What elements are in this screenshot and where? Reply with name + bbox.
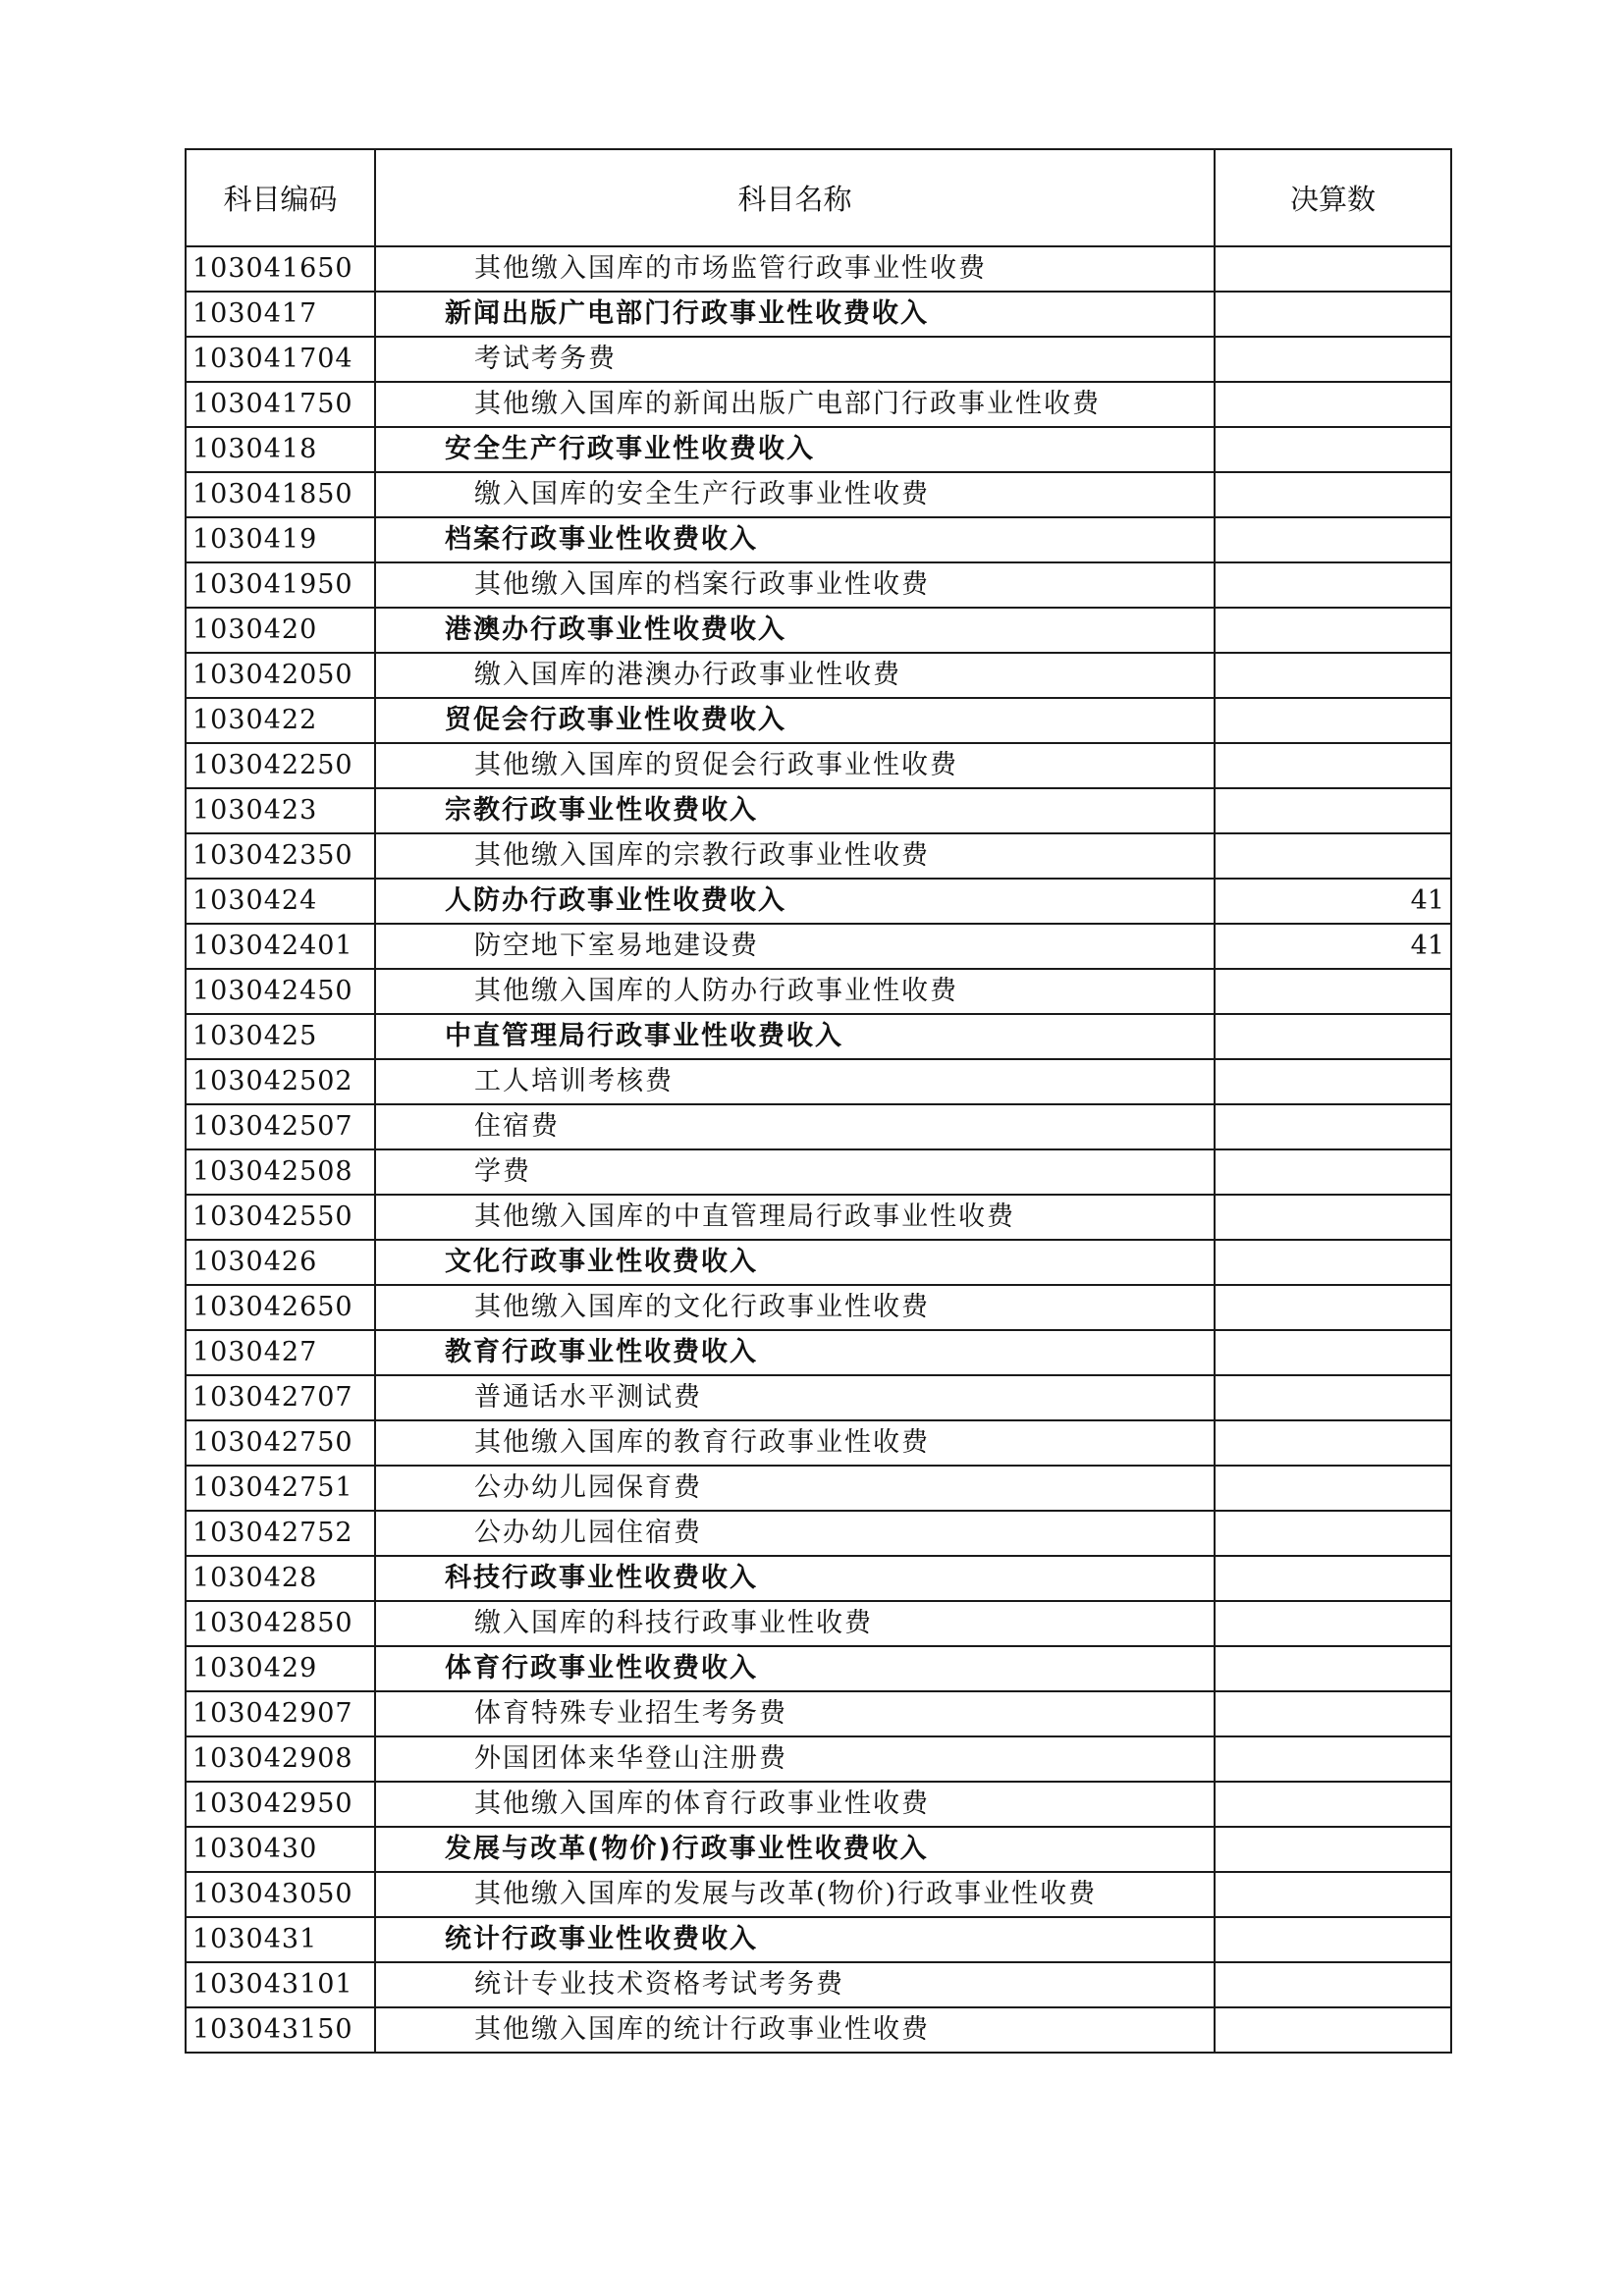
row-code: 103042507 bbox=[186, 1104, 375, 1149]
row-amount bbox=[1215, 292, 1451, 337]
row-amount bbox=[1215, 1195, 1451, 1240]
row-code: 1030424 bbox=[186, 879, 375, 924]
row-name: 其他缴入国库的宗教行政事业性收费 bbox=[375, 833, 1215, 879]
row-amount bbox=[1215, 2007, 1451, 2053]
row-code: 1030427 bbox=[186, 1330, 375, 1375]
row-name: 科技行政事业性收费收入 bbox=[375, 1556, 1215, 1601]
row-code: 103042050 bbox=[186, 653, 375, 698]
row-code: 103041850 bbox=[186, 472, 375, 517]
row-name: 其他缴入国库的中直管理局行政事业性收费 bbox=[375, 1195, 1215, 1240]
row-amount bbox=[1215, 1375, 1451, 1420]
row-amount bbox=[1215, 472, 1451, 517]
table-row bbox=[186, 246, 1451, 292]
row-code: 103043101 bbox=[186, 1962, 375, 2007]
table-row bbox=[186, 1872, 1451, 1917]
row-code: 103042450 bbox=[186, 969, 375, 1014]
table-row bbox=[186, 1240, 1451, 1285]
row-code: 103042707 bbox=[186, 1375, 375, 1420]
row-name: 贸促会行政事业性收费收入 bbox=[375, 698, 1215, 743]
row-code: 103042752 bbox=[186, 1511, 375, 1556]
row-code: 1030423 bbox=[186, 788, 375, 833]
table-header bbox=[186, 149, 1451, 246]
row-amount bbox=[1215, 1736, 1451, 1782]
row-amount bbox=[1215, 337, 1451, 382]
table-row bbox=[186, 472, 1451, 517]
header-row bbox=[186, 149, 1451, 246]
table-row bbox=[186, 1195, 1451, 1240]
row-name: 体育行政事业性收费收入 bbox=[375, 1646, 1215, 1691]
row-amount bbox=[1215, 1285, 1451, 1330]
row-code: 1030430 bbox=[186, 1827, 375, 1872]
row-code: 103042750 bbox=[186, 1420, 375, 1466]
row-amount bbox=[1215, 1556, 1451, 1601]
row-code: 103042350 bbox=[186, 833, 375, 879]
row-name: 防空地下室易地建设费 bbox=[375, 924, 1215, 969]
row-code: 1030419 bbox=[186, 517, 375, 562]
table-row bbox=[186, 427, 1451, 472]
row-amount bbox=[1215, 1420, 1451, 1466]
row-code: 103042250 bbox=[186, 743, 375, 788]
row-code: 1030417 bbox=[186, 292, 375, 337]
row-amount bbox=[1215, 969, 1451, 1014]
row-amount bbox=[1215, 1827, 1451, 1872]
row-name: 缴入国库的港澳办行政事业性收费 bbox=[375, 653, 1215, 698]
row-amount: 41 bbox=[1215, 879, 1451, 924]
row-code: 1030422 bbox=[186, 698, 375, 743]
row-amount bbox=[1215, 833, 1451, 879]
row-name: 其他缴入国库的档案行政事业性收费 bbox=[375, 562, 1215, 608]
row-code: 103041704 bbox=[186, 337, 375, 382]
row-name: 住宿费 bbox=[375, 1104, 1215, 1149]
row-code: 103043150 bbox=[186, 2007, 375, 2053]
table-row bbox=[186, 1962, 1451, 2007]
row-amount bbox=[1215, 1917, 1451, 1962]
table-row bbox=[186, 1420, 1451, 1466]
row-code: 103042907 bbox=[186, 1691, 375, 1736]
row-name: 安全生产行政事业性收费收入 bbox=[375, 427, 1215, 472]
row-name: 文化行政事业性收费收入 bbox=[375, 1240, 1215, 1285]
row-name: 其他缴入国库的新闻出版广电部门行政事业性收费 bbox=[375, 382, 1215, 427]
table-row bbox=[186, 608, 1451, 653]
table-row bbox=[186, 924, 1451, 969]
row-name: 其他缴入国库的发展与改革(物价)行政事业性收费 bbox=[375, 1872, 1215, 1917]
row-name: 新闻出版广电部门行政事业性收费收入 bbox=[375, 292, 1215, 337]
row-code: 1030428 bbox=[186, 1556, 375, 1601]
row-name: 体育特殊专业招生考务费 bbox=[375, 1691, 1215, 1736]
row-name: 公办幼儿园住宿费 bbox=[375, 1511, 1215, 1556]
row-name: 学费 bbox=[375, 1149, 1215, 1195]
row-name: 外国团体来华登山注册费 bbox=[375, 1736, 1215, 1782]
table-row bbox=[186, 743, 1451, 788]
row-amount bbox=[1215, 1149, 1451, 1195]
row-name: 缴入国库的安全生产行政事业性收费 bbox=[375, 472, 1215, 517]
table-row bbox=[186, 833, 1451, 879]
table-row bbox=[186, 1601, 1451, 1646]
row-code: 103041950 bbox=[186, 562, 375, 608]
row-name: 教育行政事业性收费收入 bbox=[375, 1330, 1215, 1375]
row-name: 缴入国库的科技行政事业性收费 bbox=[375, 1601, 1215, 1646]
table-row bbox=[186, 788, 1451, 833]
row-code: 1030425 bbox=[186, 1014, 375, 1059]
row-code: 1030431 bbox=[186, 1917, 375, 1962]
row-name: 统计专业技术资格考试考务费 bbox=[375, 1962, 1215, 2007]
table-row bbox=[186, 1511, 1451, 1556]
row-amount bbox=[1215, 1646, 1451, 1691]
table-row bbox=[186, 1691, 1451, 1736]
row-amount bbox=[1215, 1104, 1451, 1149]
row-amount bbox=[1215, 698, 1451, 743]
row-code: 103042650 bbox=[186, 1285, 375, 1330]
table-row bbox=[186, 1827, 1451, 1872]
table-row bbox=[186, 1556, 1451, 1601]
table-row bbox=[186, 1736, 1451, 1782]
table-row bbox=[186, 879, 1451, 924]
row-amount bbox=[1215, 1511, 1451, 1556]
row-amount bbox=[1215, 1962, 1451, 2007]
table-row bbox=[186, 1646, 1451, 1691]
table-row bbox=[186, 1285, 1451, 1330]
row-name: 发展与改革(物价)行政事业性收费收入 bbox=[375, 1827, 1215, 1872]
row-code: 103042950 bbox=[186, 1782, 375, 1827]
row-name: 其他缴入国库的贸促会行政事业性收费 bbox=[375, 743, 1215, 788]
table-row bbox=[186, 698, 1451, 743]
row-code: 103042850 bbox=[186, 1601, 375, 1646]
header-name: 科目名称 bbox=[375, 149, 1215, 246]
table-row bbox=[186, 969, 1451, 1014]
table-row bbox=[186, 1375, 1451, 1420]
row-amount bbox=[1215, 788, 1451, 833]
row-name: 其他缴入国库的体育行政事业性收费 bbox=[375, 1782, 1215, 1827]
table-row bbox=[186, 1782, 1451, 1827]
row-name: 中直管理局行政事业性收费收入 bbox=[375, 1014, 1215, 1059]
row-name: 其他缴入国库的教育行政事业性收费 bbox=[375, 1420, 1215, 1466]
row-amount bbox=[1215, 1466, 1451, 1511]
row-code: 1030420 bbox=[186, 608, 375, 653]
row-amount: 41 bbox=[1215, 924, 1451, 969]
header-code: 科目编码 bbox=[186, 149, 375, 246]
row-code: 103042401 bbox=[186, 924, 375, 969]
row-amount bbox=[1215, 1872, 1451, 1917]
row-name: 其他缴入国库的市场监管行政事业性收费 bbox=[375, 246, 1215, 292]
row-code: 103042908 bbox=[186, 1736, 375, 1782]
row-amount bbox=[1215, 1330, 1451, 1375]
row-name: 港澳办行政事业性收费收入 bbox=[375, 608, 1215, 653]
row-code: 1030426 bbox=[186, 1240, 375, 1285]
row-amount bbox=[1215, 1240, 1451, 1285]
row-amount bbox=[1215, 517, 1451, 562]
table-row bbox=[186, 292, 1451, 337]
row-code: 103041650 bbox=[186, 246, 375, 292]
row-code: 103043050 bbox=[186, 1872, 375, 1917]
row-code: 103042550 bbox=[186, 1195, 375, 1240]
row-name: 其他缴入国库的统计行政事业性收费 bbox=[375, 2007, 1215, 2053]
row-amount bbox=[1215, 653, 1451, 698]
table-row bbox=[186, 1014, 1451, 1059]
table-body bbox=[186, 246, 1451, 2053]
table-row bbox=[186, 1059, 1451, 1104]
row-name: 其他缴入国库的文化行政事业性收费 bbox=[375, 1285, 1215, 1330]
row-code: 1030418 bbox=[186, 427, 375, 472]
row-amount bbox=[1215, 562, 1451, 608]
table-row bbox=[186, 1104, 1451, 1149]
row-name: 其他缴入国库的人防办行政事业性收费 bbox=[375, 969, 1215, 1014]
budget-table bbox=[185, 148, 1452, 2054]
table-row bbox=[186, 1149, 1451, 1195]
row-code: 1030429 bbox=[186, 1646, 375, 1691]
row-amount bbox=[1215, 1014, 1451, 1059]
row-amount bbox=[1215, 1601, 1451, 1646]
row-amount bbox=[1215, 743, 1451, 788]
row-amount bbox=[1215, 1691, 1451, 1736]
table-row bbox=[186, 1917, 1451, 1962]
row-amount bbox=[1215, 382, 1451, 427]
table-row bbox=[186, 1330, 1451, 1375]
row-amount bbox=[1215, 1782, 1451, 1827]
row-code: 103042502 bbox=[186, 1059, 375, 1104]
row-amount bbox=[1215, 246, 1451, 292]
row-code: 103041750 bbox=[186, 382, 375, 427]
row-name: 工人培训考核费 bbox=[375, 1059, 1215, 1104]
table-row bbox=[186, 653, 1451, 698]
table-row bbox=[186, 337, 1451, 382]
row-name: 统计行政事业性收费收入 bbox=[375, 1917, 1215, 1962]
row-name: 考试考务费 bbox=[375, 337, 1215, 382]
table-row bbox=[186, 382, 1451, 427]
table-row bbox=[186, 517, 1451, 562]
row-amount bbox=[1215, 608, 1451, 653]
table-row bbox=[186, 562, 1451, 608]
row-name: 档案行政事业性收费收入 bbox=[375, 517, 1215, 562]
row-name: 宗教行政事业性收费收入 bbox=[375, 788, 1215, 833]
row-code: 103042751 bbox=[186, 1466, 375, 1511]
row-code: 103042508 bbox=[186, 1149, 375, 1195]
row-amount bbox=[1215, 1059, 1451, 1104]
row-name: 普通话水平测试费 bbox=[375, 1375, 1215, 1420]
row-name: 公办幼儿园保育费 bbox=[375, 1466, 1215, 1511]
table-row bbox=[186, 2007, 1451, 2053]
table-row bbox=[186, 1466, 1451, 1511]
row-name: 人防办行政事业性收费收入 bbox=[375, 879, 1215, 924]
header-amount: 决算数 bbox=[1215, 149, 1451, 246]
row-amount bbox=[1215, 427, 1451, 472]
